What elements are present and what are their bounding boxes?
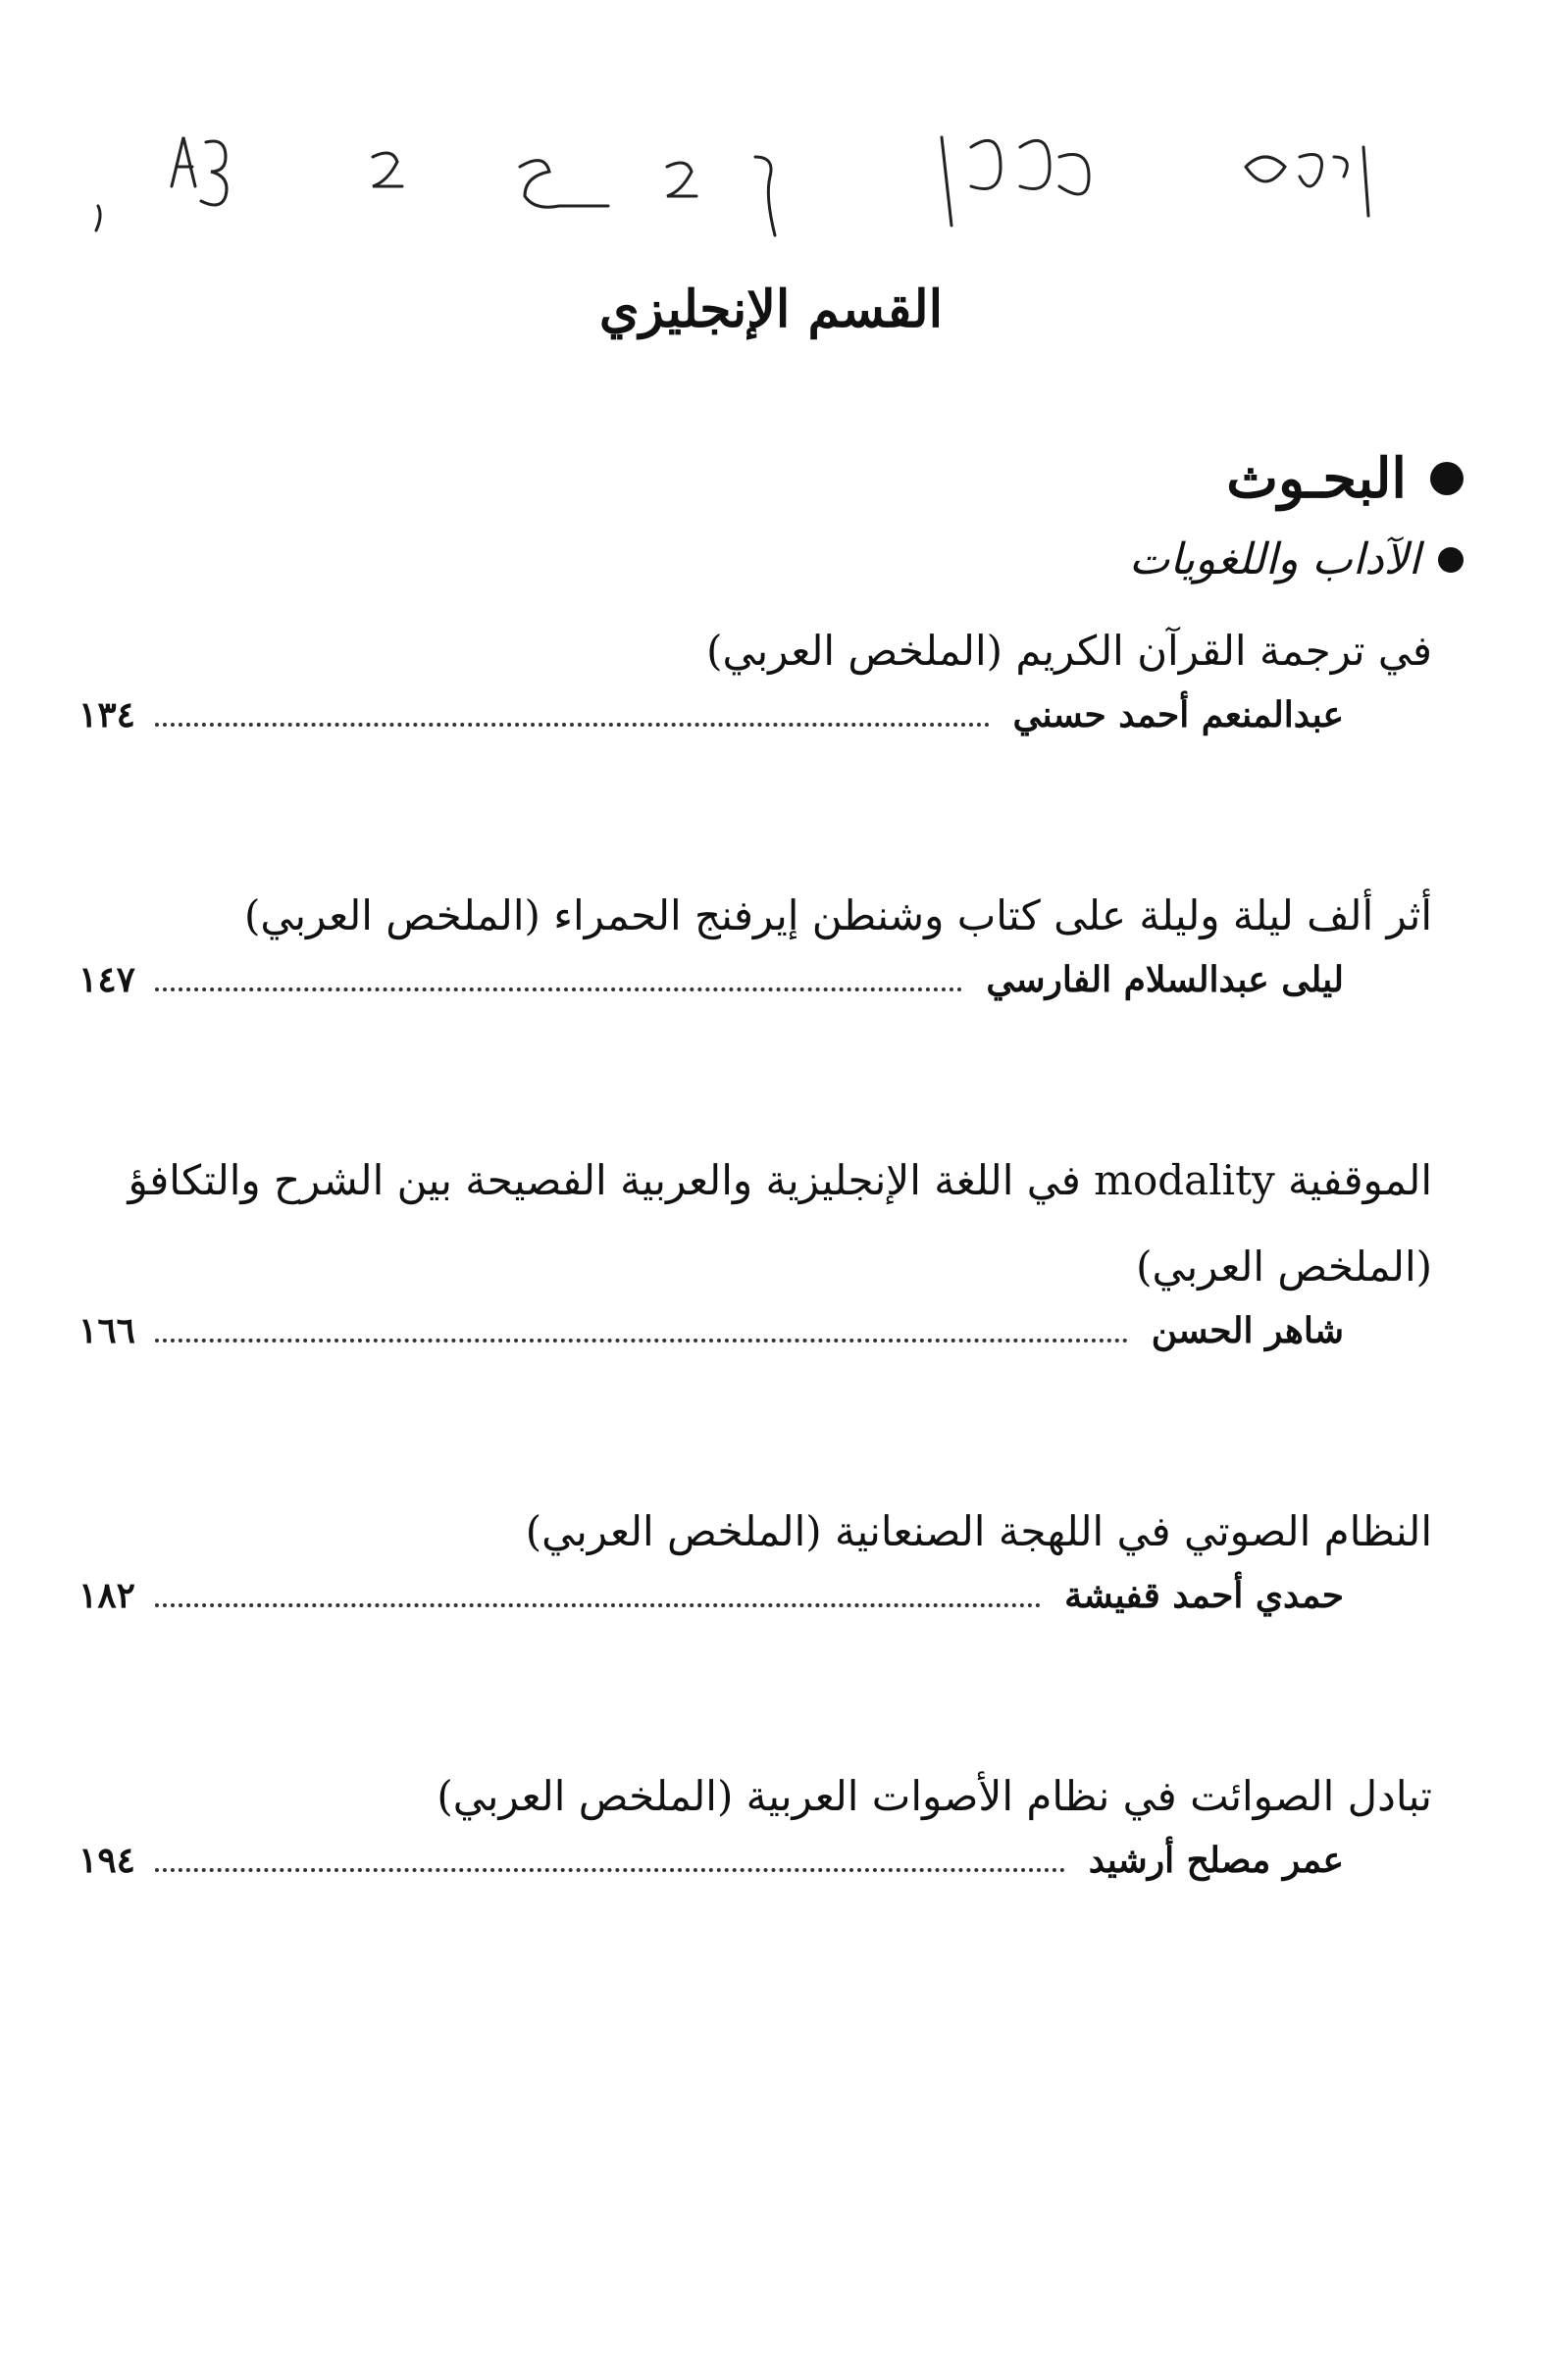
entry-page-number: ١٨٢: [78, 1575, 136, 1616]
entry-author: عبدالمنعم أحمد حسني: [1012, 694, 1344, 735]
section-label: البحـوث: [1226, 446, 1407, 511]
entry-author: شاهر الحسن: [1151, 1310, 1344, 1351]
subsection-heading: [1129, 534, 1464, 584]
dot-leader: [155, 723, 990, 727]
bullet-icon: [1438, 547, 1464, 573]
handwriting-scribble-icon: [78, 118, 1452, 245]
list-item: [78, 1138, 1432, 1381]
contents-list: [78, 608, 1432, 1910]
entry-byline: [78, 1575, 1432, 1646]
entry-byline: [78, 959, 1432, 1030]
entry-title: الموقفية modality في اللغة الإنجليزية والعربية الفصيحة بين الشرح والتكافؤ (الملخص العربي): [128, 1156, 1432, 1291]
section-heading: [1226, 446, 1464, 511]
dot-leader: [155, 1868, 1065, 1872]
entry-author: ليلى عبدالسلام الفارسي: [986, 959, 1344, 1000]
list-item: [78, 1489, 1432, 1646]
entry-page-number: ١٩٤: [78, 1840, 136, 1881]
entry-byline: [78, 1310, 1432, 1381]
list-item: [78, 873, 1432, 1030]
entry-page-number: ١٣٤: [78, 694, 136, 735]
entry-title: في ترجمة القرآن الكريم (الملخص العربي): [706, 627, 1432, 675]
list-item: [78, 608, 1432, 765]
subsection-label: الآداب واللغويات: [1128, 534, 1420, 584]
dot-leader: [155, 1603, 1041, 1607]
list-item: [78, 1753, 1432, 1910]
entry-title: أثر ألف ليلة وليلة على كتاب وشنطن إيرفنج الحمراء (الملخص العربي): [243, 891, 1432, 939]
dot-leader: [155, 1339, 1128, 1342]
entry-author: عمر مصلح أرشيد: [1088, 1840, 1344, 1881]
entry-page-number: ١٦٦: [78, 1310, 136, 1351]
handwritten-catalog-note: [78, 118, 1452, 245]
dot-leader: [155, 987, 962, 991]
bullet-icon: [1430, 462, 1464, 495]
entry-byline: [78, 694, 1432, 765]
entry-page-number: ١٤٧: [78, 959, 136, 1000]
page-title: القسم الإنجليزي: [598, 279, 944, 339]
entry-title: تبادل الصوائت في نظام الأصوات العربية (الملخص العربي): [437, 1772, 1432, 1820]
entry-byline: [78, 1840, 1432, 1910]
entry-title: النظام الصوتي في اللهجة الصنعانية (الملخص العربي): [525, 1507, 1432, 1555]
entry-author: حمدي أحمد قفيشة: [1064, 1575, 1344, 1616]
